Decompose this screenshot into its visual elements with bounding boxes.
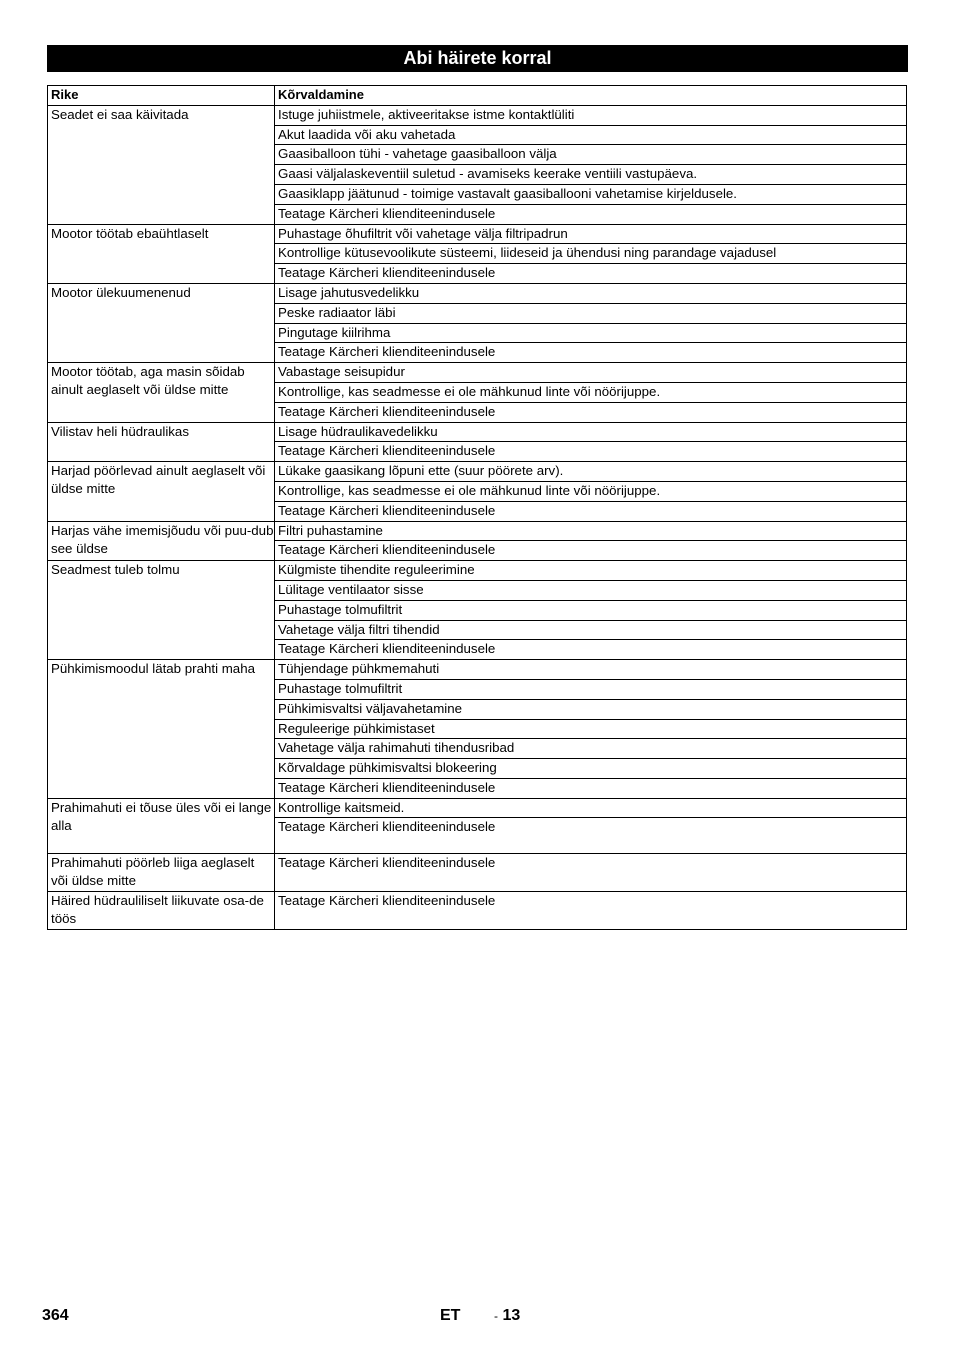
remedy-cell: Reguleerige pühkimistaset: [275, 719, 907, 739]
remedy-cell: Gaasiklapp jäätunud - toimige vastavalt gaasiballooni vahetamise kirjeldusele.: [275, 184, 907, 204]
remedy-cell: Puhastage õhufiltrit või vahetage välja filtripadrun: [275, 224, 907, 244]
fault-cell: Harjad pöörlevad ainult aeglaselt või üldse mitte: [48, 462, 275, 521]
footer-dash: -: [494, 1309, 498, 1323]
remedy-cell: Filtri puhastamine: [275, 521, 907, 541]
remedy-cell: Istuge juhiistmele, aktiveeritakse istme kontaktlüliti: [275, 105, 907, 125]
table-row: [48, 561, 907, 581]
column-header-remedy: Kõrvaldamine: [275, 86, 907, 106]
table-row: [48, 892, 907, 930]
table-row: [48, 224, 907, 244]
remedy-cell: Teatage Kärcheri klienditeenindusele: [275, 541, 907, 561]
page-number: 364: [42, 1307, 69, 1324]
table-header-row: [48, 86, 907, 106]
remedy-cell: Lükake gaasikang lõpuni ette (suur pöörete arv).: [275, 462, 907, 482]
troubleshooting-table: [47, 85, 907, 930]
fault-cell: Häired hüdrauliliselt liikuvate osa-de töös: [48, 892, 275, 930]
table-row: [48, 283, 907, 303]
remedy-cell: Gaasiballoon tühi - vahetage gaasiballoon välja: [275, 145, 907, 165]
remedy-cell: Vahetage välja rahimahuti tihendusribad: [275, 739, 907, 759]
fault-cell: Pühkimismoodul lätab prahti maha: [48, 660, 275, 799]
fault-cell: Vilistav heli hüdraulikas: [48, 422, 275, 462]
remedy-cell: Teatage Kärcheri klienditeenindusele: [275, 854, 907, 892]
remedy-cell: Peske radiaator läbi: [275, 303, 907, 323]
table-row: [48, 422, 907, 442]
table-row: [48, 363, 907, 383]
remedy-cell: Lülitage ventilaator sisse: [275, 580, 907, 600]
remedy-cell: Teatage Kärcheri klienditeenindusele: [275, 501, 907, 521]
fault-cell: Harjas vähe imemisjõudu või puu-dub see üldse: [48, 521, 275, 561]
column-header-fault: Rike: [48, 86, 275, 106]
remedy-cell: Teatage Kärcheri klienditeenindusele: [275, 818, 907, 854]
remedy-cell: Kontrollige kaitsmeid.: [275, 798, 907, 818]
remedy-cell: Teatage Kärcheri klienditeenindusele: [275, 343, 907, 363]
remedy-cell: Lisage hüdraulikavedelikku: [275, 422, 907, 442]
table-row: [48, 854, 907, 892]
remedy-cell: Puhastage tolmufiltrit: [275, 600, 907, 620]
remedy-cell: Tühjendage pühkmemahuti: [275, 660, 907, 680]
remedy-cell: Teatage Kärcheri klienditeenindusele: [275, 264, 907, 284]
remedy-cell: Pingutage kiilrihma: [275, 323, 907, 343]
remedy-cell: Külgmiste tihendite reguleerimine: [275, 561, 907, 581]
table-row: [48, 105, 907, 125]
remedy-cell: Teatage Kärcheri klienditeenindusele: [275, 402, 907, 422]
remedy-cell: Gaasi väljalaskeventiil suletud - avamiseks keerake ventiili vastupäeva.: [275, 165, 907, 185]
remedy-cell: Vabastage seisupidur: [275, 363, 907, 383]
table-row: [48, 521, 907, 541]
remedy-cell: Puhastage tolmufiltrit: [275, 679, 907, 699]
fault-cell: Prahimahuti pöörleb liiga aeglaselt või üldse mitte: [48, 854, 275, 892]
remedy-cell: Teatage Kärcheri klienditeenindusele: [275, 892, 907, 930]
table-row: [48, 660, 907, 680]
table-row: [48, 462, 907, 482]
fault-cell: Seadmest tuleb tolmu: [48, 561, 275, 660]
remedy-cell: Teatage Kärcheri klienditeenindusele: [275, 640, 907, 660]
fault-cell: Prahimahuti ei tõuse üles või ei lange alla: [48, 798, 275, 854]
fault-cell: Mootor töötab, aga masin sõidab ainult aeglaselt või üldse mitte: [48, 363, 275, 422]
remedy-cell: Teatage Kärcheri klienditeenindusele: [275, 204, 907, 224]
remedy-cell: Teatage Kärcheri klienditeenindusele: [275, 778, 907, 798]
fault-cell: Mootor ülekuumenenud: [48, 283, 275, 362]
remedy-cell: Akut laadida või aku vahetada: [275, 125, 907, 145]
remedy-cell: Teatage Kärcheri klienditeenindusele: [275, 442, 907, 462]
table-row: [48, 798, 907, 818]
remedy-cell: Lisage jahutusvedelikku: [275, 283, 907, 303]
fault-cell: Mootor töötab ebaühtlaselt: [48, 224, 275, 283]
remedy-cell: Kontrollige, kas seadmesse ei ole mähkunud linte või nöörijuppe.: [275, 481, 907, 501]
section-page-number: 13: [502, 1307, 521, 1324]
remedy-cell: Pühkimisvaltsi väljavahetamine: [275, 699, 907, 719]
section-title: Abi häirete korral: [47, 45, 908, 72]
language-code: ET: [440, 1307, 461, 1324]
remedy-cell: Kontrollige, kas seadmesse ei ole mähkunud linte või nöörijuppe.: [275, 382, 907, 402]
fault-cell: Seadet ei saa käivitada: [48, 105, 275, 224]
remedy-cell: Kontrollige kütusevoolikute süsteemi, liideseid ja ühendusi ning parandage vajadusel: [275, 244, 907, 264]
remedy-cell: Kõrvaldage pühkimisvaltsi blokeering: [275, 759, 907, 779]
remedy-cell: Vahetage välja filtri tihendid: [275, 620, 907, 640]
